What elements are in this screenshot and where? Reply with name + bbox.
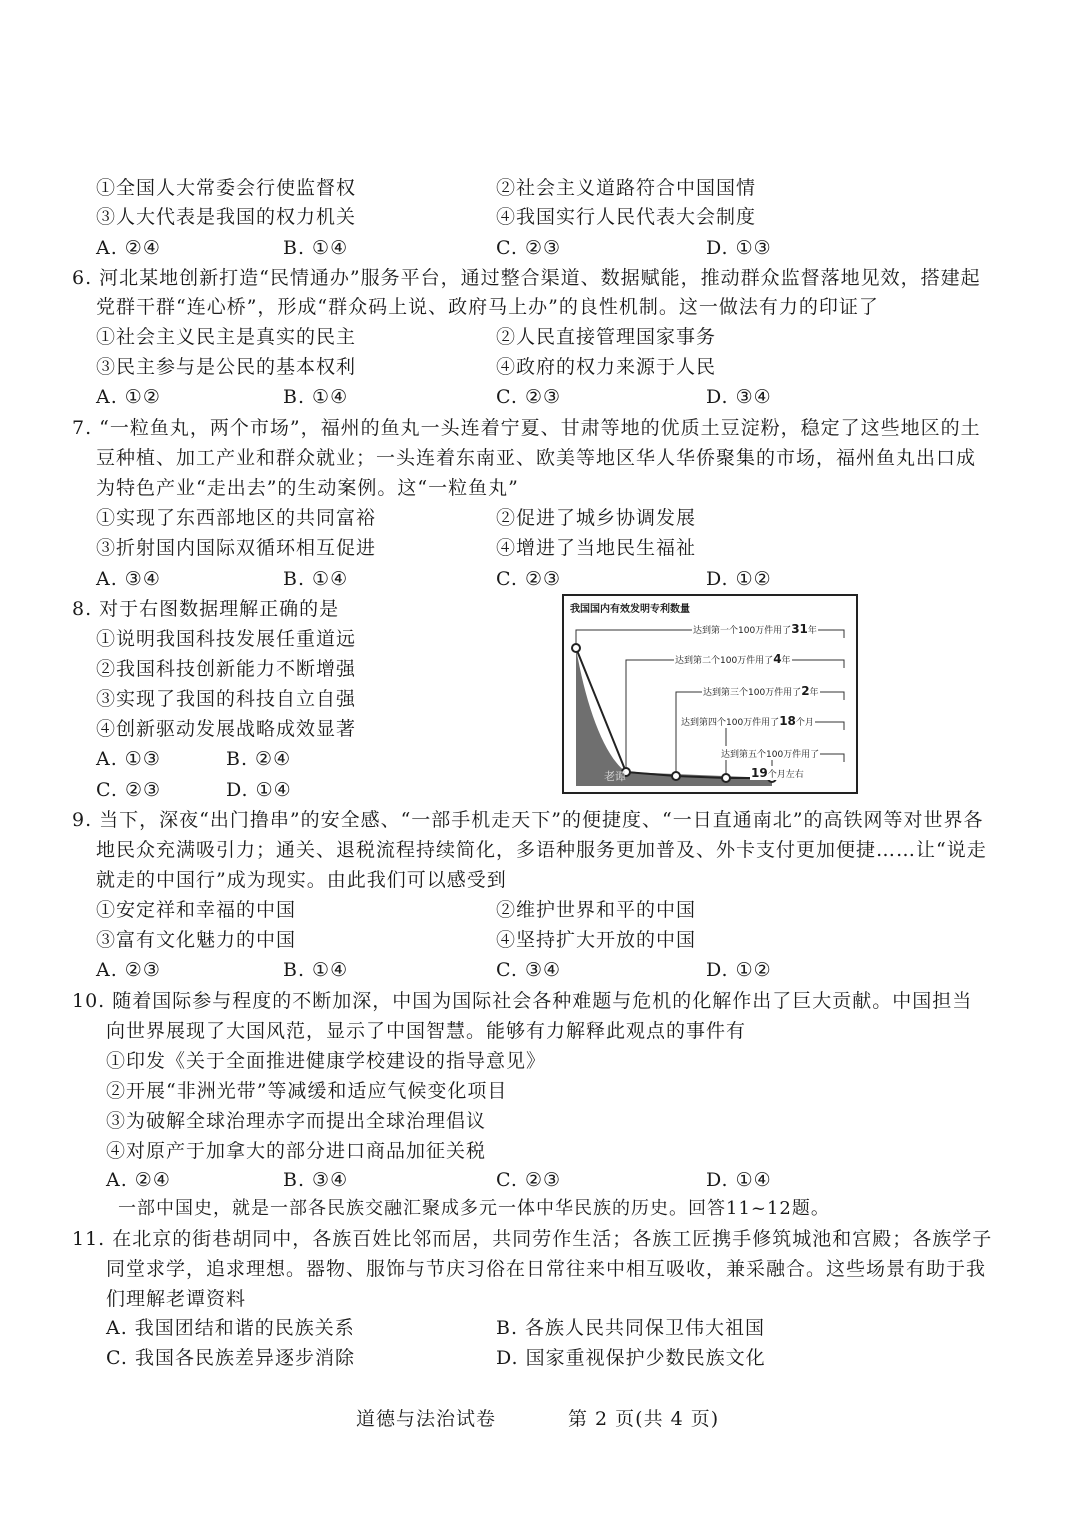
chart-label bbox=[692, 622, 818, 636]
chart-label-number: 4 bbox=[773, 652, 782, 666]
chart-label bbox=[750, 766, 805, 780]
text-line-l60: 一部中国史，就是一部各民族交融汇聚成多元一体中华民族的历史。回答11~12题。 bbox=[118, 1198, 830, 1219]
text-line-l62: 同堂求学，追求理想。器物、服饰与节庆习俗在日常往来中相互吸收，兼采融合。这些场景有助于我 bbox=[106, 1258, 987, 1280]
text-line-l63: 们理解老谭资料 bbox=[106, 1288, 247, 1310]
chart-label-number: 19 bbox=[751, 766, 768, 780]
text-line-l66: C. 我国各民族差异逐步消除 bbox=[106, 1347, 355, 1369]
text-line-l24: ③折射国内国际双循环相互促进 bbox=[96, 537, 377, 559]
text-line-l02: ②社会主义道路符合中国国情 bbox=[496, 177, 757, 199]
footer-subject: 道德与法治试卷 bbox=[356, 1408, 497, 1430]
chart-label-text: 达到第一个100万件用了 bbox=[693, 626, 792, 636]
text-line-l57: B. ③④ bbox=[283, 1169, 349, 1191]
text-line-l47: B. ①④ bbox=[283, 959, 349, 981]
text-line-l10: 党群干群“连心桥”，形成“群众码上说、政府马上办”的良性机制。这一做法有力的印证了 bbox=[96, 296, 879, 318]
text-line-l08: D. ①③ bbox=[706, 237, 772, 259]
text-line-l18: D. ③④ bbox=[706, 386, 772, 408]
text-line-l45: ④坚持扩大开放的中国 bbox=[496, 929, 697, 951]
chart-label-text: 达到第三个100万件用了 bbox=[703, 688, 802, 698]
text-line-l40: 地民众充满吸引力；通关、退税流程持续简化，多语种服务更加普及、外卡支付更加便捷……让“说走 bbox=[96, 839, 987, 861]
text-line-l65: B. 各族人民共同保卫伟大祖国 bbox=[496, 1317, 766, 1339]
text-line-l52: ①印发《关于全面推进健康学校建设的指导意见》 bbox=[106, 1050, 547, 1072]
text-line-l13: ③民主参与是公民的基本权利 bbox=[96, 356, 357, 378]
text-line-l04: ④我国实行人民代表大会制度 bbox=[496, 206, 757, 228]
text-line-l38: D. ①④ bbox=[226, 779, 292, 801]
text-line-l03: ③人大代表是我国的权力机关 bbox=[96, 206, 357, 228]
text-line-l59: D. ①④ bbox=[706, 1169, 772, 1191]
text-line-l31: ①说明我国科技发展任重道远 bbox=[96, 628, 357, 650]
text-line-l15: A. ①② bbox=[96, 386, 161, 408]
text-line-l07: C. ②③ bbox=[496, 237, 562, 259]
text-line-l48: C. ③④ bbox=[496, 959, 562, 981]
text-line-l30: 8. 对于右图数据理解正确的是 bbox=[72, 598, 340, 620]
chart-label-text: 达到第二个100万件用了 bbox=[675, 656, 774, 666]
chart-label-unit: 年 bbox=[809, 688, 819, 698]
chart-label-number: 18 bbox=[779, 714, 796, 728]
chart-label bbox=[720, 746, 820, 760]
text-line-l05: A. ②④ bbox=[96, 237, 161, 259]
chart-label-unit: 个月左右 bbox=[767, 770, 804, 780]
text-line-l14: ④政府的权力来源于人民 bbox=[496, 356, 717, 378]
chart-label-text: 达到第五个100万件用了 bbox=[721, 750, 820, 760]
text-line-l64: A. 我国团结和谐的民族关系 bbox=[106, 1317, 355, 1339]
text-line-l06: B. ①④ bbox=[283, 237, 349, 259]
text-line-l28: C. ②③ bbox=[496, 568, 562, 590]
chart-point bbox=[722, 774, 730, 782]
text-line-l35: A. ①③ bbox=[96, 748, 161, 770]
text-line-l29: D. ①② bbox=[706, 568, 772, 590]
text-line-l51: 向世界展现了大国风范，显示了中国智慧。能够有力解释此观点的事件有 bbox=[106, 1020, 747, 1042]
text-line-l53: ②开展“非洲光带”等减缓和适应气候变化项目 bbox=[106, 1080, 508, 1102]
text-line-l67: D. 国家重视保护少数民族文化 bbox=[496, 1347, 766, 1369]
text-line-l43: ②维护世界和平的中国 bbox=[496, 899, 697, 921]
chart-point bbox=[572, 644, 580, 652]
text-line-l25: ④增进了当地民生福祉 bbox=[496, 537, 697, 559]
chart-label-number: 2 bbox=[801, 684, 810, 698]
chart-label-number: 31 bbox=[791, 622, 808, 636]
chart-label-text: 达到第四个100万件用了 bbox=[681, 718, 780, 728]
text-line-l17: C. ②③ bbox=[496, 386, 562, 408]
text-line-l12: ②人民直接管理国家事务 bbox=[496, 326, 717, 348]
text-line-l33: ③实现了我国的科技自立自强 bbox=[96, 688, 357, 710]
footer-page: 第 2 页(共 4 页) bbox=[568, 1408, 720, 1430]
chart-label-unit: 年 bbox=[807, 626, 817, 636]
text-line-l26: A. ③④ bbox=[96, 568, 161, 590]
text-line-l36: B. ②④ bbox=[226, 748, 292, 770]
text-line-l01: ①全国人大常委会行使监督权 bbox=[96, 177, 357, 199]
text-line-l20: 豆种植、加工产业和群众就业；一头连着东南亚、欧美等地区华人华侨聚集的市场，福州鱼丸出口成 bbox=[96, 447, 977, 469]
chart-label-unit: 年 bbox=[781, 656, 791, 666]
chart-leader-line bbox=[676, 692, 844, 776]
text-line-l11: ①社会主义民主是真实的民主 bbox=[96, 326, 357, 348]
chart-label bbox=[702, 684, 820, 698]
text-line-l41: 就走的中国行”成为现实。由此我们可以感受到 bbox=[96, 869, 507, 891]
text-line-l23: ②促进了城乡协调发展 bbox=[496, 507, 697, 529]
chart-label bbox=[674, 652, 792, 666]
text-line-l32: ②我国科技创新能力不断增强 bbox=[96, 658, 357, 680]
patent-chart bbox=[562, 594, 858, 794]
chart-point bbox=[672, 772, 680, 780]
text-line-l44: ③富有文化魅力的中国 bbox=[96, 929, 297, 951]
chart-watermark: 老谭 bbox=[604, 770, 626, 783]
text-line-l09: 6. 河北某地创新打造“民情通办”服务平台，通过整合渠道、数据赋能，推动群众监督落地见效，搭建起 bbox=[72, 267, 981, 289]
text-line-l55: ④对原产于加拿大的部分进口商品加征关税 bbox=[106, 1140, 487, 1162]
chart-label-unit: 个月 bbox=[795, 718, 814, 728]
text-line-l58: C. ②③ bbox=[496, 1169, 562, 1191]
text-line-l39: 9. 当下，深夜“出门撸串”的安全感、“一部手机走天下”的便捷度、“一日直通南北”的高铁网等对世界各 bbox=[72, 809, 984, 831]
text-line-l19: 7. “一粒鱼丸，两个市场”，福州的鱼丸一头连着宁夏、甘肃等地的优质土豆淀粉，稳定了这些地区的土 bbox=[72, 417, 981, 439]
text-line-l46: A. ②③ bbox=[96, 959, 161, 981]
text-line-l22: ①实现了东西部地区的共同富裕 bbox=[96, 507, 377, 529]
text-line-l34: ④创新驱动发展战略成效显著 bbox=[96, 718, 357, 740]
text-line-l37: C. ②③ bbox=[96, 779, 162, 801]
text-line-l27: B. ①④ bbox=[283, 568, 349, 590]
text-line-l54: ③为破解全球治理赤字而提出全球治理倡议 bbox=[106, 1110, 487, 1132]
chart-label bbox=[680, 714, 815, 728]
chart-title: 我国国内有效发明专利数量 bbox=[570, 604, 690, 615]
text-line-l42: ①安定祥和幸福的中国 bbox=[96, 899, 297, 921]
text-line-l56: A. ②④ bbox=[106, 1169, 171, 1191]
text-line-l50: 10. 随着国际参与程度的不断加深，中国为国际社会各种难题与危机的化解作出了巨大贡献。中国担当 bbox=[72, 990, 973, 1012]
text-line-l16: B. ①④ bbox=[283, 386, 349, 408]
text-line-l21: 为特色产业“走出去”的生动案例。这“一粒鱼丸” bbox=[96, 477, 519, 499]
text-line-l61: 11. 在北京的街巷胡同中，各族百姓比邻而居，共同劳作生活；各族工匠携手修筑城池和宫殿；各族学子 bbox=[72, 1228, 993, 1250]
text-line-l49: D. ①② bbox=[706, 959, 772, 981]
